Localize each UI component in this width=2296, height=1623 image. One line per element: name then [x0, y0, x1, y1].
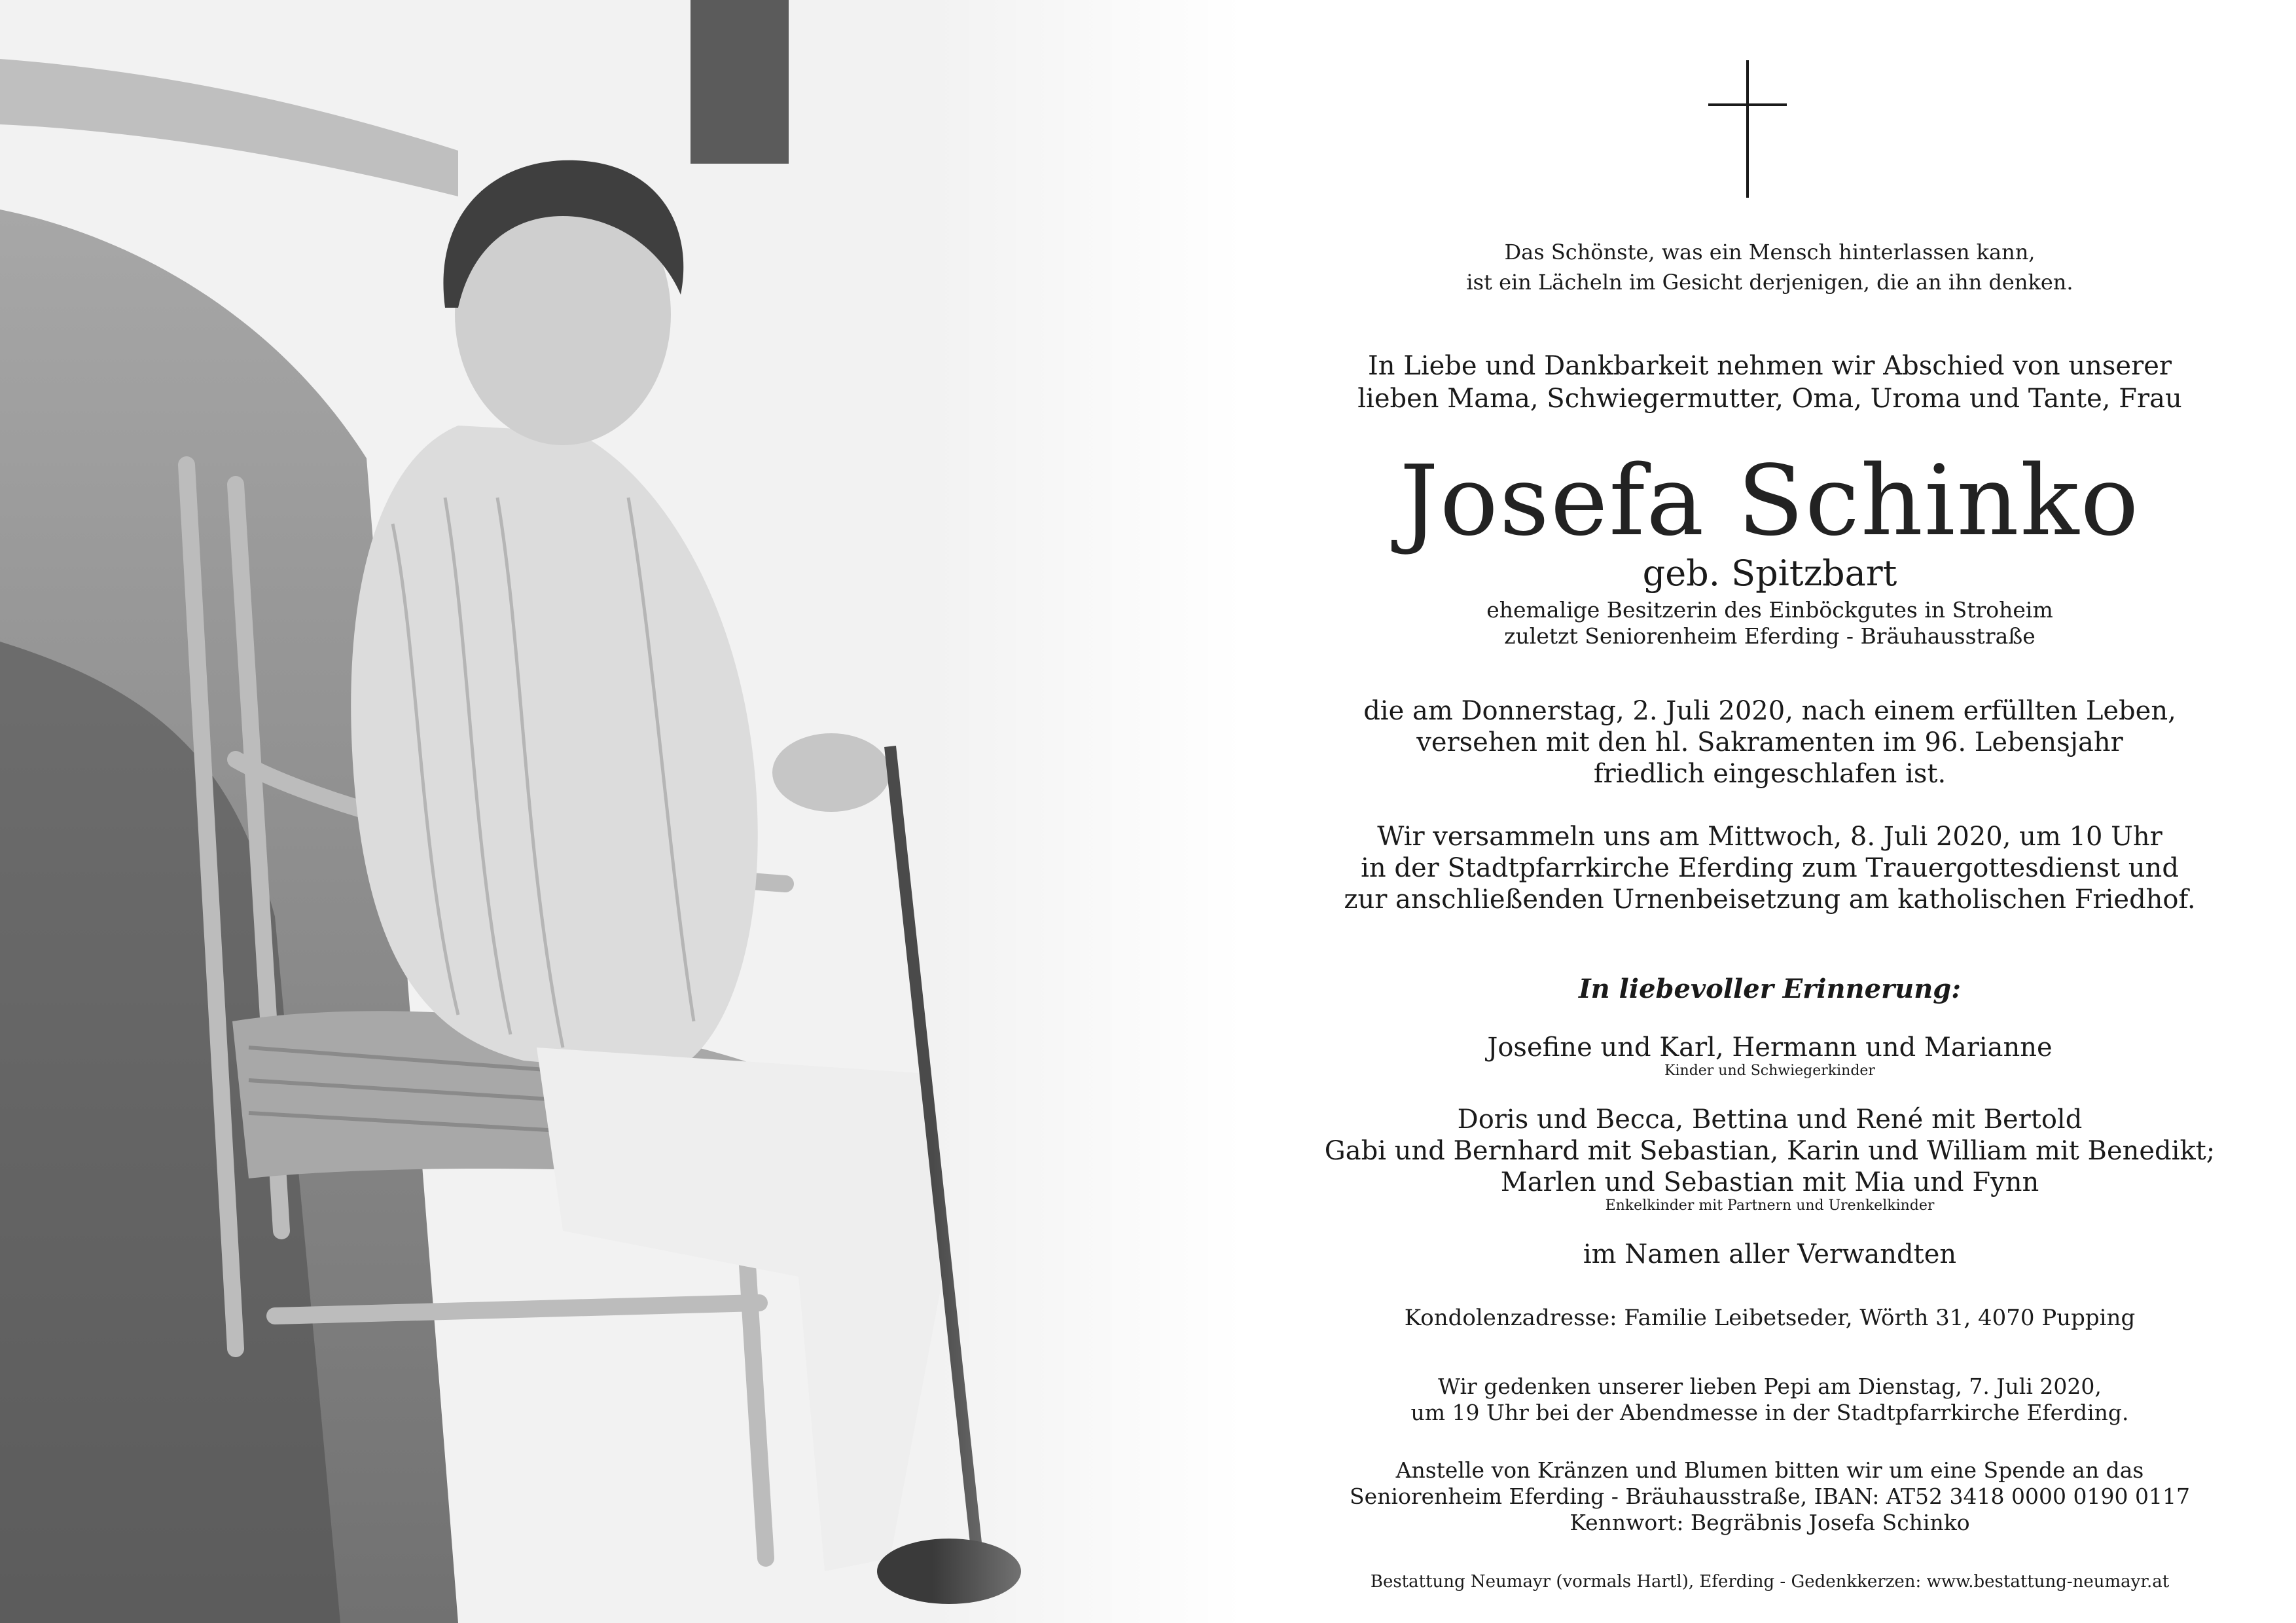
donation-request	[1244, 1457, 2296, 1536]
deceased-name: Josefa Schinko	[1399, 445, 2140, 557]
children-caption: Kinder und Schwiegerkinder	[1664, 1063, 1875, 1079]
cross-icon	[1702, 60, 1793, 198]
donation-line: Seniorenheim Eferding - Bräuhausstraße, IBAN: AT52 3418 0000 0190 0117	[1350, 1484, 2190, 1509]
funeral-line: zur anschließenden Urnenbeisetzung am katholischen Friedhof.	[1344, 884, 2196, 915]
detail-line: ehemalige Besitzerin des Einböckgutes in Stroheim	[1486, 597, 2053, 623]
grandchildren-line: Gabi und Bernhard mit Sebastian, Karin und William mit Benedikt;	[1324, 1136, 2215, 1166]
remembrance-line: Wir gedenken unserer lieben Pepi am Dienstag, 7. Juli 2020,	[1438, 1374, 2102, 1399]
relatives-line: im Namen aller Verwandten	[1583, 1239, 1957, 1269]
funeral-line: Wir versammeln uns am Mittwoch, 8. Juli 2020, um 10 Uhr	[1377, 822, 2162, 852]
maiden-name: geb. Spitzbart	[1642, 553, 1897, 594]
intro-line: In Liebe und Dankbarkeit nehmen wir Abschied von unserer	[1367, 351, 2172, 381]
condolence-address: Kondolenzadresse: Familie Leibetseder, Wörth 31, 4070 Pupping	[1404, 1305, 2136, 1331]
donation-line: Kennwort: Begräbnis Josefa Schinko	[1570, 1510, 1970, 1535]
donation-line: Anstelle von Kränzen und Blumen bitten wir um eine Spende an das	[1395, 1457, 2144, 1483]
children-names: Josefine und Karl, Hermann und Marianne	[1487, 1032, 2053, 1063]
family-grandchildren	[1244, 1104, 2296, 1214]
quote-line: ist ein Lächeln im Gesicht derjenigen, die an ihn denken.	[1466, 270, 2073, 295]
death-line: friedlich eingeschlafen ist.	[1593, 759, 1946, 789]
funeral-line: in der Stadtpfarrkirche Eferding zum Trauergottesdienst und	[1361, 853, 2179, 883]
intro-line: lieben Mama, Schwiegermutter, Oma, Uroma und Tante, Frau	[1357, 384, 2182, 414]
memorial-quote	[1244, 237, 2296, 297]
detail-line: zuletzt Seniorenheim Eferding - Bräuhausstraße	[1504, 623, 2036, 649]
death-announcement	[1244, 695, 2296, 790]
grandchildren-caption: Enkelkinder mit Partnern und Urenkelkinder	[1605, 1197, 1935, 1214]
grandchildren-line: Doris und Becca, Bettina und René mit Bertold	[1457, 1104, 2083, 1135]
deceased-details	[1244, 597, 2296, 649]
remembrance-mass	[1244, 1374, 2296, 1426]
remembrance-line: um 19 Uhr bei der Abendmesse in der Stadtpfarrkirche Eferding.	[1410, 1400, 2129, 1425]
funeral-info	[1244, 821, 2296, 915]
family-children	[1244, 1032, 2296, 1079]
memory-heading: In liebevoller Erinnerung:	[1578, 974, 1962, 1004]
obituary-text	[1244, 0, 2296, 1623]
grandchildren-line: Marlen und Sebastian mit Mia und Fynn	[1500, 1167, 2039, 1197]
death-line: die am Donnerstag, 2. Juli 2020, nach einem erfüllten Leben,	[1363, 696, 2176, 726]
quote-line: Das Schönste, was ein Mensch hinterlassen kann,	[1504, 240, 2036, 264]
farewell-intro	[1244, 350, 2296, 415]
funeral-home-footer: Bestattung Neumayr (vormals Hartl), Eferding - Gedenkkerzen: www.bestattung-neumayr.at	[1370, 1572, 2170, 1592]
death-line: versehen mit den hl. Sakramenten im 96. Lebensjahr	[1416, 727, 2123, 757]
